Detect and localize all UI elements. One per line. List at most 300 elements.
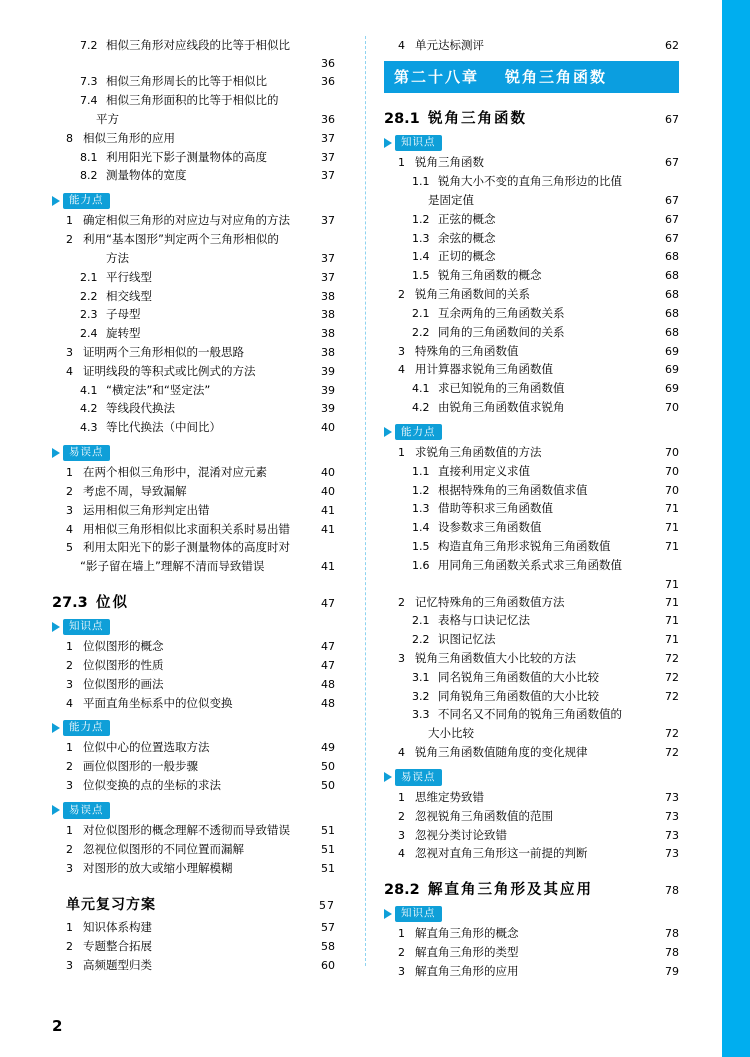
entry-page: 71 [665, 614, 679, 628]
entry-page: 37 [321, 214, 335, 228]
section-number: 28.2 [384, 881, 420, 898]
toc-entry[interactable] [384, 323, 679, 342]
toc-entry[interactable] [52, 362, 335, 381]
entry-page: 38 [321, 346, 335, 360]
entry-title: 正弦的概念 [438, 211, 496, 226]
entry-page: 38 [321, 308, 335, 322]
entry-number: 4 [398, 746, 405, 760]
entry-number: 3 [398, 344, 405, 358]
entry-page: 68 [665, 269, 679, 283]
entry-number: 2.3 [80, 308, 98, 322]
triangle-icon [52, 196, 60, 206]
toc-entry[interactable] [384, 650, 679, 669]
entry-title: 相似三角形面积的比等于相似比的 [106, 93, 279, 108]
toc-entry[interactable] [52, 92, 335, 111]
toc-entry[interactable] [384, 944, 679, 963]
toc-entry[interactable] [52, 464, 335, 483]
toc-entry[interactable] [384, 668, 679, 687]
toc-entry-cont[interactable] [384, 725, 679, 744]
toc-entry[interactable] [52, 840, 335, 859]
toc-entry[interactable] [384, 210, 679, 229]
toc-entry[interactable] [384, 687, 679, 706]
entry-title: 求已知锐角的三角函数值 [438, 381, 565, 396]
entry-page: 39 [321, 383, 335, 397]
entry-page: 36 [321, 57, 335, 71]
section-page: 78 [665, 883, 679, 897]
tag-label: 易误点 [63, 802, 110, 818]
tag-label: 易误点 [63, 445, 110, 461]
entry-number: 2 [66, 760, 73, 774]
page-number: 2 [52, 1017, 63, 1035]
toc-entry[interactable] [52, 520, 335, 539]
entry-number: 3.3 [412, 708, 430, 722]
toc-entry[interactable] [384, 612, 679, 631]
entry-page: 40 [321, 466, 335, 480]
toc-entry[interactable] [384, 962, 679, 981]
toc-entry[interactable] [52, 957, 335, 976]
toc-entry[interactable] [384, 36, 679, 55]
entry-page: 41 [321, 522, 335, 536]
entry-page: 67 [665, 231, 679, 245]
review-heading[interactable] [52, 894, 335, 914]
entry-page: 58 [321, 940, 335, 954]
entry-page: 50 [321, 760, 335, 774]
tag-label: 易误点 [395, 769, 442, 785]
toc-entry[interactable] [52, 675, 335, 694]
entry-number: 3.2 [412, 689, 430, 703]
entry-title: “影子留在墙上”理解不清而导致错误 [80, 559, 265, 574]
entry-page: 62 [665, 38, 679, 52]
section-tag-ability [52, 720, 335, 736]
toc-entry[interactable] [52, 287, 335, 306]
toc-entry[interactable] [384, 925, 679, 944]
toc-entry-cont[interactable] [52, 249, 335, 268]
entry-title: 位似图形的画法 [83, 676, 164, 691]
entry-title: 位似中心的位置选取方法 [83, 740, 210, 755]
entry-title: 余弦的概念 [438, 230, 496, 245]
entry-title: 构造直角三角形求锐角三角函数值 [438, 538, 611, 553]
toc-entry[interactable] [52, 148, 335, 167]
entry-number: 7.4 [80, 94, 98, 108]
toc-entry[interactable] [384, 807, 679, 826]
entry-title: 同名锐角三角函数值的大小比较 [438, 669, 599, 684]
toc-entry[interactable] [52, 919, 335, 938]
triangle-icon [52, 805, 60, 815]
triangle-icon [384, 138, 392, 148]
entry-number: 8 [66, 131, 73, 145]
entry-page: 69 [665, 363, 679, 377]
section-tag-error [384, 769, 679, 785]
entry-page: 68 [665, 288, 679, 302]
entry-number: 1.6 [412, 558, 430, 572]
entry-title: 锐角三角函数值随角度的变化规律 [415, 745, 588, 760]
entry-title: 画位似图形的一般步骤 [83, 759, 198, 774]
toc-entry-cont[interactable] [52, 55, 335, 73]
entry-number: 4.2 [80, 402, 98, 416]
entry-title: 相似三角形的应用 [83, 130, 175, 145]
triangle-icon [52, 622, 60, 632]
entry-number: 4.2 [412, 400, 430, 414]
toc-entry[interactable] [384, 556, 679, 575]
entry-title: 方法 [106, 250, 129, 265]
entry-title: 锐角大小不变的直角三角形边的比值 [438, 174, 622, 189]
entry-number: 2 [398, 946, 405, 960]
entry-number: 2 [66, 658, 73, 672]
entry-title: 等比代换法（中间比） [106, 420, 221, 435]
section-number: 27.3 [52, 594, 88, 611]
entry-title: 用同角三角函数关系式求三角函数值 [438, 557, 622, 572]
entry-title: 特殊角的三角函数值 [415, 343, 519, 358]
entry-title: 专题整合拓展 [83, 939, 152, 954]
toc-entry-cont[interactable] [52, 110, 335, 129]
section-tag-ability [52, 193, 335, 209]
entry-page: 37 [321, 270, 335, 284]
toc-entry[interactable] [52, 268, 335, 287]
entry-page: 68 [665, 250, 679, 264]
entry-page: 67 [665, 212, 679, 226]
entry-title: 证明两个三角形相似的一般思路 [83, 345, 244, 360]
entry-title: 锐角三角函数的概念 [438, 268, 542, 283]
toc-entry[interactable] [384, 744, 679, 763]
entry-title: 表格与口诀记忆法 [438, 613, 530, 628]
entry-number: 4 [66, 696, 73, 710]
entry-page: 49 [321, 741, 335, 755]
toc-entry[interactable] [52, 381, 335, 400]
entry-page: 67 [665, 194, 679, 208]
entry-page: 37 [321, 251, 335, 265]
toc-entry[interactable] [384, 173, 679, 192]
entry-number: 2 [398, 288, 405, 302]
entry-page: 71 [665, 633, 679, 647]
entry-number: 2 [66, 842, 73, 856]
entry-page: 60 [321, 959, 335, 973]
toc-entry[interactable] [384, 380, 679, 399]
entry-number: 3 [66, 861, 73, 875]
entry-title: 借助等积求三角函数值 [438, 501, 553, 516]
entry-number: 3 [66, 677, 73, 691]
toc-entry[interactable] [384, 248, 679, 267]
entry-title: 用相似三角形相似比求面积关系时易出错 [83, 521, 290, 536]
toc-entry-cont[interactable] [384, 575, 679, 593]
entry-title: 相似三角形周长的比等于相似比 [106, 74, 267, 89]
entry-page: 73 [665, 809, 679, 823]
entry-title: 解直角三角形的应用 [415, 963, 519, 978]
entry-page: 48 [321, 696, 335, 710]
entry-title: 利用“基本图形”判定两个三角形相似的 [83, 232, 279, 247]
toc-entry[interactable] [384, 398, 679, 417]
entry-title: 解直角三角形的概念 [415, 926, 519, 941]
entry-number: 1.3 [412, 502, 430, 516]
entry-number: 1 [66, 640, 73, 654]
entry-number: 1.2 [412, 483, 430, 497]
section-tag-knowledge [384, 906, 679, 922]
entry-number: 2 [66, 233, 73, 247]
entry-number: 2 [66, 484, 73, 498]
toc-entry[interactable] [52, 129, 335, 148]
chapter-name: 锐角三角函数 [505, 67, 608, 86]
review-page: 57 [319, 898, 335, 912]
entry-page: 40 [321, 421, 335, 435]
tag-label: 知识点 [395, 135, 442, 151]
triangle-icon [384, 427, 392, 437]
toc-entry[interactable] [384, 519, 679, 538]
entry-number: 8.1 [80, 150, 98, 164]
entry-page: 51 [321, 824, 335, 838]
toc-entry[interactable] [384, 826, 679, 845]
entry-title: 同角锐角三角函数值的大小比较 [438, 688, 599, 703]
entry-title: 识图记忆法 [438, 632, 496, 647]
entry-number: 3 [398, 652, 405, 666]
entry-title: 大小比较 [428, 726, 474, 741]
entry-title: 等线段代换法 [106, 401, 175, 416]
section-tag-error [52, 445, 335, 461]
entry-title: 利用阳光下影子测量物体的高度 [106, 149, 267, 164]
entry-number: 1.3 [412, 231, 430, 245]
toc-entry[interactable] [52, 694, 335, 713]
toc-entry[interactable] [52, 758, 335, 777]
toc-entry[interactable] [52, 539, 335, 558]
entry-number: 1 [398, 156, 405, 170]
entry-title: 知识体系构建 [83, 920, 152, 935]
entry-number: 3 [66, 779, 73, 793]
entry-title: 单元达标测评 [415, 37, 484, 52]
entry-page: 71 [665, 539, 679, 553]
entry-title: 运用相似三角形判定出错 [83, 502, 210, 517]
entry-title: 高频题型归类 [83, 958, 152, 973]
entry-title: 思维定势致错 [415, 790, 484, 805]
entry-number: 2.1 [412, 614, 430, 628]
toc-entry[interactable] [52, 419, 335, 438]
entry-page: 73 [665, 828, 679, 842]
entry-page: 36 [321, 112, 335, 126]
entry-page: 71 [665, 521, 679, 535]
entry-title: 设参数求三角函数值 [438, 520, 542, 535]
toc-entry[interactable] [52, 656, 335, 675]
toc-entry[interactable] [52, 325, 335, 344]
entry-number: 3.1 [412, 670, 430, 684]
toc-entry[interactable] [384, 845, 679, 864]
toc-entry[interactable] [52, 777, 335, 796]
triangle-icon [52, 448, 60, 458]
entry-page: 37 [321, 131, 335, 145]
entry-page: 72 [665, 727, 679, 741]
entry-title: 在两个相似三角形中，混淆对应元素 [83, 465, 267, 480]
entry-title: 记忆特殊角的三角函数值方法 [415, 594, 565, 609]
entry-page: 41 [321, 503, 335, 517]
entry-page: 37 [321, 169, 335, 183]
entry-page: 36 [321, 75, 335, 89]
entry-page: 72 [665, 670, 679, 684]
entry-title: 旋转型 [106, 326, 141, 341]
section-heading-28-2[interactable] [384, 878, 679, 899]
entry-title: 忽视位似图形的不同位置而漏解 [83, 841, 244, 856]
entry-page: 69 [665, 344, 679, 358]
toc-entry[interactable] [52, 822, 335, 841]
entry-number: 1.4 [412, 521, 430, 535]
toc-entry[interactable] [384, 267, 679, 286]
toc-entry[interactable] [384, 481, 679, 500]
entry-number: 1 [398, 927, 405, 941]
entry-page: 47 [321, 658, 335, 672]
entry-title: 忽视对直角三角形这一前提的判断 [415, 846, 588, 861]
entry-page: 70 [665, 400, 679, 414]
entry-title: 对位似图形的概念理解不透彻而导致错误 [83, 823, 290, 838]
toc-entry[interactable] [384, 154, 679, 173]
toc-entry[interactable] [384, 593, 679, 612]
entry-page: 78 [665, 946, 679, 960]
entry-number: 8.2 [80, 169, 98, 183]
entry-page: 68 [665, 306, 679, 320]
entry-title: 根据特殊角的三角函数值求值 [438, 482, 588, 497]
entry-title: 用计算器求锐角三角函数值 [415, 362, 553, 377]
toc-entry[interactable] [52, 938, 335, 957]
triangle-icon [384, 772, 392, 782]
toc-entry[interactable] [52, 306, 335, 325]
toc-entry[interactable] [384, 304, 679, 323]
toc-entry-cont[interactable] [52, 558, 335, 577]
entry-number: 1 [66, 214, 73, 228]
entry-page: 78 [665, 927, 679, 941]
tag-label: 知识点 [63, 619, 110, 635]
entry-number: 3 [66, 346, 73, 360]
toc-entry-cont[interactable] [384, 192, 679, 211]
section-page: 47 [321, 596, 335, 610]
review-title: 单元复习方案 [66, 896, 156, 913]
entry-page: 69 [665, 382, 679, 396]
entry-title: 平方 [96, 111, 119, 126]
toc-entry[interactable] [52, 36, 335, 55]
entry-title: 位似图形的性质 [83, 657, 164, 672]
triangle-icon [52, 723, 60, 733]
section-title: 解直角三角形及其应用 [428, 881, 593, 898]
section-tag-knowledge [52, 619, 335, 635]
entry-number: 1 [66, 466, 73, 480]
entry-number: 1 [66, 824, 73, 838]
toc-entry[interactable] [52, 739, 335, 758]
entry-title: 测量物体的宽度 [106, 168, 187, 183]
section-tag-error [52, 802, 335, 818]
entry-number: 1.1 [412, 175, 430, 189]
entry-number: 1 [66, 921, 73, 935]
entry-page: 48 [321, 677, 335, 691]
entry-title: 同角的三角函数间的关系 [438, 324, 565, 339]
entry-title: 解直角三角形的类型 [415, 945, 519, 960]
chapter-heading[interactable] [384, 61, 679, 93]
toc-entry[interactable] [384, 537, 679, 556]
toc-entry[interactable] [52, 231, 335, 250]
entry-number: 2.2 [412, 633, 430, 647]
entry-number: 1 [398, 791, 405, 805]
toc-entry[interactable] [384, 286, 679, 305]
entry-page: 79 [665, 964, 679, 978]
section-title: 位似 [96, 594, 129, 611]
toc-entry[interactable] [384, 706, 679, 725]
entry-page: 70 [665, 464, 679, 478]
entry-page: 73 [665, 847, 679, 861]
toc-entry[interactable] [384, 500, 679, 519]
entry-title: 对图形的放大或缩小理解模糊 [83, 860, 233, 875]
toc-entry[interactable] [52, 482, 335, 501]
entry-title: 考虑不周，导致漏解 [83, 483, 187, 498]
entry-number: 4 [398, 847, 405, 861]
toc-entry[interactable] [52, 400, 335, 419]
toc-entry[interactable] [52, 859, 335, 878]
entry-number: 2.1 [412, 306, 430, 320]
entry-number: 4 [398, 363, 405, 377]
tag-label: 能力点 [63, 720, 110, 736]
entry-page: 71 [665, 502, 679, 516]
toc-entry[interactable] [384, 342, 679, 361]
entry-number: 1 [66, 741, 73, 755]
entry-title: 子母型 [106, 307, 141, 322]
entry-number: 2.2 [412, 325, 430, 339]
entry-page: 41 [321, 560, 335, 574]
entry-number: 7.2 [80, 38, 98, 52]
entry-title: 确定相似三角形的对应边与对应角的方法 [83, 213, 290, 228]
entry-title: 是固定值 [428, 193, 474, 208]
column-divider [365, 36, 366, 966]
toc-entry[interactable] [52, 73, 335, 92]
toc-entry[interactable] [52, 638, 335, 657]
left-column [52, 36, 349, 986]
triangle-icon [384, 909, 392, 919]
entry-title: 互余两角的三角函数关系 [438, 305, 565, 320]
entry-number: 4 [66, 364, 73, 378]
entry-title: 忽视锐角三角函数值的范围 [415, 808, 553, 823]
decorative-edge-bar [722, 0, 750, 1057]
entry-title: 证明线段的等积式或比例式的方法 [83, 363, 256, 378]
entry-page: 72 [665, 746, 679, 760]
entry-title: 忽视分类讨论致错 [415, 827, 507, 842]
entry-title: 正切的概念 [438, 249, 496, 264]
tag-label: 知识点 [395, 906, 442, 922]
entry-number: 2.1 [80, 270, 98, 284]
toc-entry[interactable] [52, 501, 335, 520]
entry-page: 72 [665, 652, 679, 666]
toc-entry[interactable] [384, 361, 679, 380]
toc-entry[interactable] [384, 631, 679, 650]
toc-entry[interactable] [52, 344, 335, 363]
entry-title: 位似图形的概念 [83, 639, 164, 654]
entry-page: 70 [665, 483, 679, 497]
entry-number: 1.4 [412, 250, 430, 264]
toc-entry[interactable] [384, 229, 679, 248]
section-heading-27-3[interactable] [52, 591, 335, 612]
section-heading-28-1[interactable] [384, 107, 679, 128]
entry-title: 由锐角三角函数值求锐角 [438, 399, 565, 414]
entry-page: 57 [321, 921, 335, 935]
toc-entry[interactable] [384, 462, 679, 481]
toc-entry[interactable] [384, 789, 679, 808]
toc-entry[interactable] [52, 167, 335, 186]
entry-title: “横定法”和“竖定法” [106, 382, 211, 397]
entry-number: 4 [398, 38, 405, 52]
toc-entry[interactable] [384, 443, 679, 462]
entry-page: 70 [665, 445, 679, 459]
section-number: 28.1 [384, 110, 420, 127]
entry-page: 39 [321, 364, 335, 378]
entry-page: 37 [321, 150, 335, 164]
section-tag-ability [384, 424, 679, 440]
entry-title: 锐角三角函数值大小比较的方法 [415, 651, 576, 666]
entry-title: 直接利用定义求值 [438, 463, 530, 478]
entry-title: 利用太阳光下的影子测量物体的高度时对 [83, 540, 290, 555]
toc-entry[interactable] [52, 212, 335, 231]
entry-number: 2 [398, 809, 405, 823]
entry-number: 5 [66, 541, 73, 555]
entry-page: 71 [665, 595, 679, 609]
entry-number: 3 [398, 964, 405, 978]
